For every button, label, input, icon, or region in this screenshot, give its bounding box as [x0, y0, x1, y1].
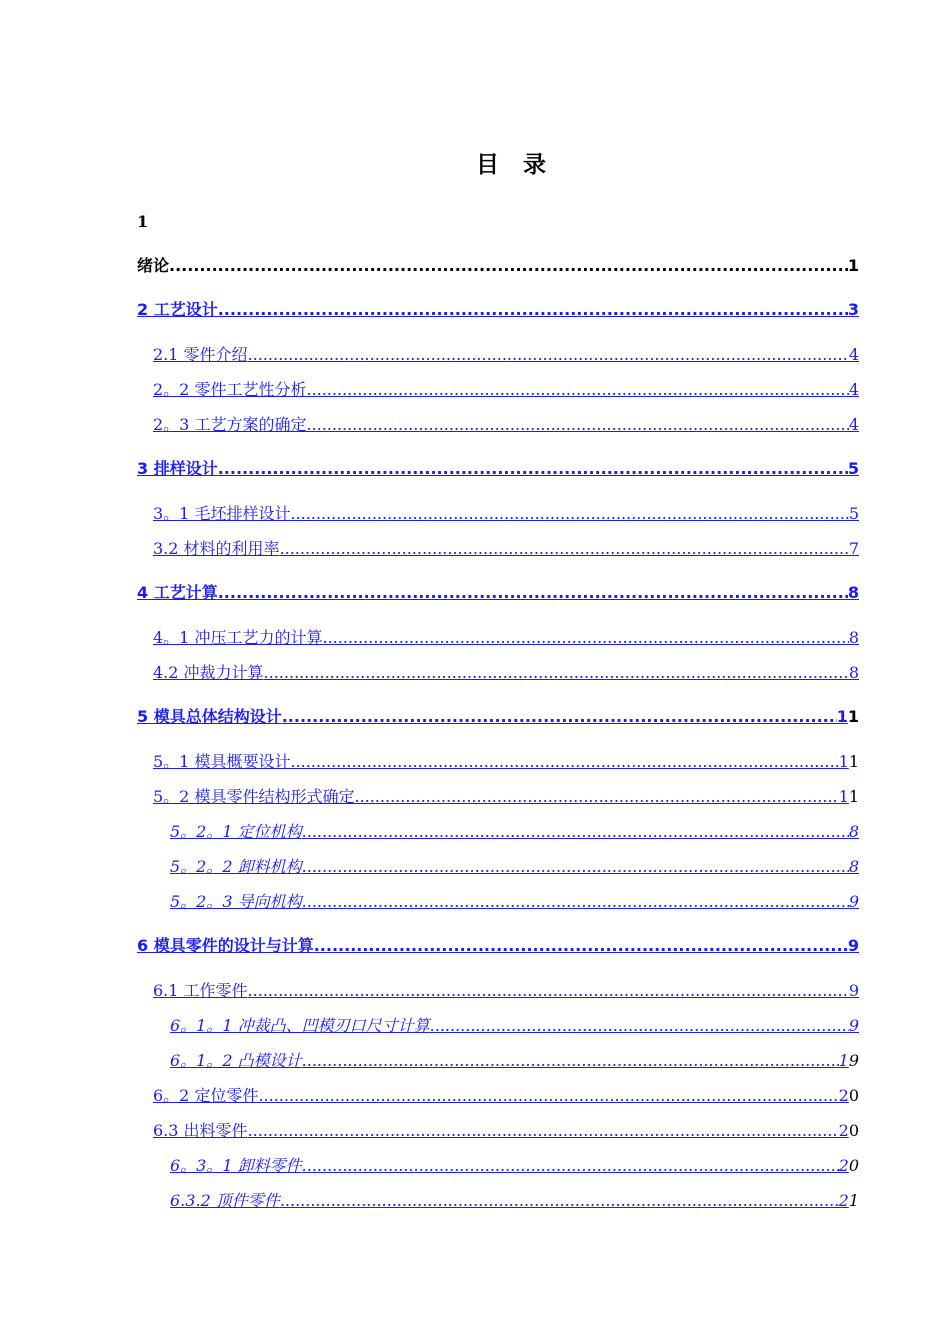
toc-leader-dots — [248, 980, 849, 1002]
toc-page-number-plain-digit: 1 — [847, 707, 859, 726]
toc-page-number: 8 — [847, 583, 859, 602]
toc-entry-label: 3.2 材料的利用率 — [153, 539, 280, 558]
toc-entry — [137, 255, 859, 277]
toc-leader-dots — [302, 1155, 839, 1177]
toc-entry[interactable] — [137, 299, 859, 321]
toc-entry-label: 6。2 定位零件 — [153, 1086, 259, 1105]
toc-page-number: 9 — [848, 892, 859, 911]
toc-leader-dots — [306, 414, 848, 436]
toc-leader-dots — [354, 786, 838, 808]
toc-leader-dots — [306, 379, 848, 401]
toc-leader-dots — [258, 1085, 838, 1107]
toc-entry[interactable] — [170, 821, 859, 843]
toc-page-number — [839, 1155, 859, 1177]
toc-leader-dots — [430, 1015, 849, 1037]
toc-leader-dots — [290, 751, 838, 773]
toc-leader-dots — [302, 1050, 839, 1072]
toc-page-number-plain-digit: 0 — [848, 1086, 859, 1105]
toc-entry-label: 5。2。1 定位机构 — [170, 822, 302, 841]
toc-entry[interactable] — [153, 751, 859, 773]
toc-entry[interactable] — [170, 1190, 859, 1212]
toc-page-number: 4 — [848, 345, 859, 364]
toc-page-number-linked-digit: 1 — [838, 1051, 849, 1070]
toc-page-number-linked-digit: 1 — [836, 707, 848, 726]
toc-leader-dots — [290, 503, 848, 525]
toc-page-number: 8 — [848, 663, 859, 682]
toc-page-number — [839, 1050, 859, 1072]
toc-entry-label: 5 模具总体结构设计 — [137, 707, 282, 726]
toc-page-number — [839, 1120, 859, 1142]
toc-entry-label: 6。1。1 冲裁凸、凹模刃口尺寸计算 — [170, 1016, 430, 1035]
toc-leader-dots — [248, 1120, 839, 1142]
toc-entry-label: 4。1 冲压工艺力的计算 — [153, 628, 323, 647]
toc-leader-dots — [314, 935, 848, 957]
toc-entry[interactable] — [153, 786, 859, 808]
toc-entry[interactable] — [153, 503, 859, 525]
toc-entry-label: 5。1 模具概要设计 — [153, 752, 291, 771]
toc-leader-dots — [218, 299, 848, 321]
toc-page-number: 8 — [848, 857, 859, 876]
toc-entry-label: 4.2 冲裁力计算 — [153, 663, 264, 682]
toc-page-number: 9 — [848, 981, 859, 1000]
toc-entry-label: 6.3 出料零件 — [153, 1121, 248, 1140]
toc-page-number-linked-digit: 1 — [838, 752, 849, 771]
toc-entry[interactable] — [153, 1085, 859, 1107]
toc-page-number — [839, 786, 859, 808]
toc-page-number-linked-digit: 2 — [838, 1191, 849, 1210]
toc-entry[interactable] — [153, 1120, 859, 1142]
toc-entry[interactable] — [137, 935, 859, 957]
toc-leader-dots — [280, 538, 849, 560]
toc-entry[interactable] — [170, 856, 859, 878]
toc-page-number — [839, 751, 859, 773]
toc-entry[interactable] — [170, 1015, 859, 1037]
toc-page-number — [837, 706, 859, 728]
toc-entry[interactable] — [153, 538, 859, 560]
toc-entry-label: 5。2 模具零件结构形式确定 — [153, 787, 355, 806]
toc-page-number: 1 — [847, 256, 859, 275]
toc-page-number-plain-digit: 1 — [848, 1191, 859, 1210]
toc-leader-dots — [282, 706, 837, 728]
toc-entry[interactable] — [153, 414, 859, 436]
toc-entry[interactable] — [153, 662, 859, 684]
toc-page-number-plain-digit: 1 — [848, 752, 859, 771]
toc-leader-dots — [302, 856, 849, 878]
toc-page-number: 7 — [848, 539, 859, 558]
toc-page-number: 8 — [848, 822, 859, 841]
toc-prefix-number: 1 — [137, 212, 149, 231]
toc-page-number: 9 — [847, 936, 859, 955]
toc-entry-label: 3 排样设计 — [137, 459, 218, 478]
toc-entry-label: 6.3.2 顶件零件 — [170, 1191, 280, 1210]
toc-page-number-linked-digit: 2 — [838, 1156, 849, 1175]
toc-entry[interactable] — [170, 891, 859, 913]
toc-entry[interactable] — [137, 706, 859, 728]
toc-page-number-plain-digit: 0 — [848, 1121, 859, 1140]
toc-page-number: 5 — [847, 459, 859, 478]
toc-page-number-plain-digit: 0 — [848, 1156, 859, 1175]
toc-leader-dots — [302, 821, 849, 843]
toc-page-number: 5 — [848, 504, 859, 523]
toc-entry[interactable] — [137, 458, 859, 480]
toc-page-number: 3 — [847, 300, 859, 319]
toc-page-number: 9 — [848, 1016, 859, 1035]
toc-entry[interactable] — [170, 1050, 859, 1072]
toc-entry-label: 5。2。3 导向机构 — [170, 892, 302, 911]
toc-entry-label: 4 工艺计算 — [137, 583, 218, 602]
toc-entry[interactable] — [153, 379, 859, 401]
toc-leader-dots — [169, 255, 848, 277]
toc-title: 目 录 — [475, 152, 554, 178]
toc-leader-dots — [280, 1190, 839, 1212]
toc-entry[interactable] — [153, 344, 859, 366]
toc-entry-label: 6。1。2 凸模设计 — [170, 1051, 302, 1070]
toc-leader-dots — [322, 627, 848, 649]
toc-page-number — [839, 1190, 859, 1212]
toc-leader-dots — [264, 662, 849, 684]
toc-entry[interactable] — [153, 627, 859, 649]
toc-page-number-linked-digit: 2 — [838, 1121, 849, 1140]
toc-entry-label: 2 工艺设计 — [137, 300, 218, 319]
toc-entry-label: 2。3 工艺方案的确定 — [153, 415, 307, 434]
toc-entry-label: 6.1 工作零件 — [153, 981, 248, 1000]
toc-page-number-plain-digit: 9 — [848, 1051, 859, 1070]
toc-entry[interactable] — [137, 582, 859, 604]
toc-entry-label: 6。3。1 卸料零件 — [170, 1156, 302, 1175]
toc-entry-label: 5。2。2 卸料机构 — [170, 857, 302, 876]
toc-leader-dots — [302, 891, 849, 913]
toc-page-number-linked-digit: 1 — [838, 787, 849, 806]
toc-page-number: 8 — [848, 628, 859, 647]
toc-leader-dots — [218, 582, 848, 604]
toc-entry[interactable] — [153, 980, 859, 1002]
toc-leader-dots — [218, 458, 848, 480]
toc-entry-label: 6 模具零件的设计与计算 — [137, 936, 314, 955]
toc-entry[interactable] — [170, 1155, 859, 1177]
toc-entry-label: 3。1 毛坯排样设计 — [153, 504, 291, 523]
toc-entry-label: 绪论 — [137, 256, 170, 275]
toc-page-number: 4 — [848, 415, 859, 434]
toc-leader-dots — [248, 344, 849, 366]
toc-entry-label: 2。2 零件工艺性分析 — [153, 380, 307, 399]
toc-entry-label: 2.1 零件介绍 — [153, 345, 248, 364]
toc-page-number — [839, 1085, 859, 1107]
toc-page-number: 4 — [848, 380, 859, 399]
toc-page-number-plain-digit: 1 — [848, 787, 859, 806]
toc-page-number-linked-digit: 2 — [838, 1086, 849, 1105]
